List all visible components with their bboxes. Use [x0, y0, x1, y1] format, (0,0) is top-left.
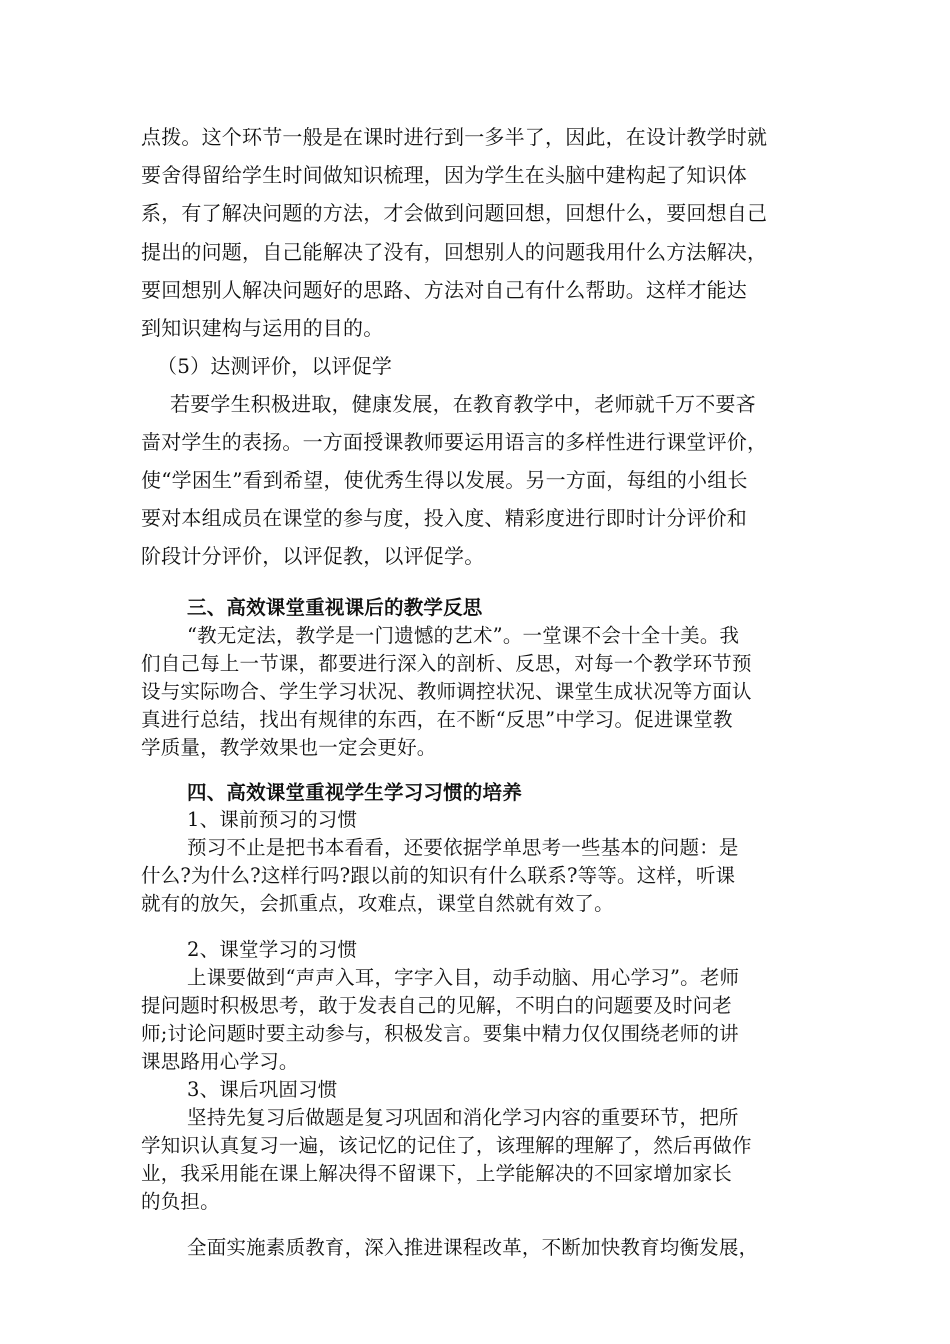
section-heading: 三、高效课堂重视课后的教学反思 — [187, 596, 483, 619]
paragraph-line: 就有的放矢，会抓重点，攻难点，课堂自然就有效了。 — [141, 892, 614, 915]
paragraph-line: 们自己每上一节课，都要进行深入的剖析、反思，对每一个教学环节预 — [141, 652, 752, 675]
paragraph-line: 到知识建构与运用的目的。 — [141, 316, 384, 340]
paragraph-line: 业，我采用能在课上解决得不留课下，上学能解决的不回家增加家长 — [141, 1162, 733, 1185]
paragraph-line: 提问题时积极思考，敢于发表自己的见解，不明白的问题要及时问老 — [141, 994, 733, 1017]
paragraph-line: 要回想别人解决问题好的思路、方法对自己有什么帮助。这样才能达 — [141, 278, 747, 302]
paragraph-line: 点拨。这个环节一般是在课时进行到一多半了，因此，在设计教学时就 — [141, 125, 768, 149]
paragraph-line: 啬对学生的表扬。一方面授课教师要运用语言的多样性进行课堂评价， — [141, 430, 768, 454]
paragraph-line: “教无定法，教学是一门遗憾的艺术”。一堂课不会十全十美。我 — [187, 624, 740, 647]
paragraph-line: 坚持先复习后做题是复习巩固和消化学习内容的重要环节，把所 — [187, 1106, 739, 1129]
subheading: 3、课后巩固习惯 — [187, 1078, 338, 1101]
paragraph-line: 学质量，教学效果也一定会更好。 — [141, 736, 437, 759]
paragraph-line: 要对本组成员在课堂的参与度，投入度、精彩度进行即时计分评价和 — [141, 506, 747, 530]
paragraph-line: 要舍得留给学生时间做知识梳理，因为学生在头脑中建构起了知识体 — [141, 163, 747, 187]
paragraph-line: 提出的问题，自己能解决了没有，回想别人的问题我用什么方法解决， — [141, 240, 768, 264]
paragraph-line: 预习不止是把书本看看，还要依据学单思考一些基本的问题：是 — [187, 836, 739, 859]
subheading: 2、课堂学习的习惯 — [187, 938, 358, 961]
paragraph-line: 学知识认真复习一遍，该记忆的记住了，该理解的理解了，然后再做作 — [141, 1134, 752, 1157]
paragraph-line: 什么?为什么?这样行吗?跟以前的知识有什么联系?等等。这样，听课 — [141, 864, 736, 887]
paragraph-line: 课思路用心学习。 — [141, 1050, 299, 1073]
paragraph-line: 设与实际吻合、学生学习状况、教师调控状况、课堂生成状况等方面认 — [141, 680, 752, 703]
paragraph-line: 全面实施素质教育，深入推进课程改革，不断加快教育均衡发展， — [187, 1236, 759, 1259]
section-heading: 四、高效课堂重视学生学习习惯的培养 — [187, 781, 522, 804]
paragraph-line: 的负担。 — [141, 1190, 220, 1213]
paragraph-line: 上课要做到“声声入耳，字字入目，动手动脑、用心学习”。老师 — [187, 966, 740, 989]
paragraph-line: 师;讨论问题时要主动参与，积极发言。要集中精力仅仅围绕老师的讲 — [141, 1022, 739, 1045]
subheading: 1、课前预习的习惯 — [187, 808, 358, 831]
paragraph-line: 真进行总结，找出有规律的东西，在不断“反思”中学习。促进课堂教 — [141, 708, 733, 731]
subheading: （5）达测评价，以评促学 — [157, 354, 393, 378]
paragraph-line: 若要学生积极进取，健康发展，在教育教学中，老师就千万不要吝 — [170, 392, 756, 416]
paragraph-line: 使“学困生”看到希望，使优秀生得以发展。另一方面，每组的小组长 — [141, 468, 748, 492]
paragraph-line: 系，有了解决问题的方法，才会做到问题回想，回想什么，要回想自己 — [141, 201, 768, 225]
paragraph-line: 阶段计分评价，以评促教，以评促学。 — [141, 544, 485, 568]
